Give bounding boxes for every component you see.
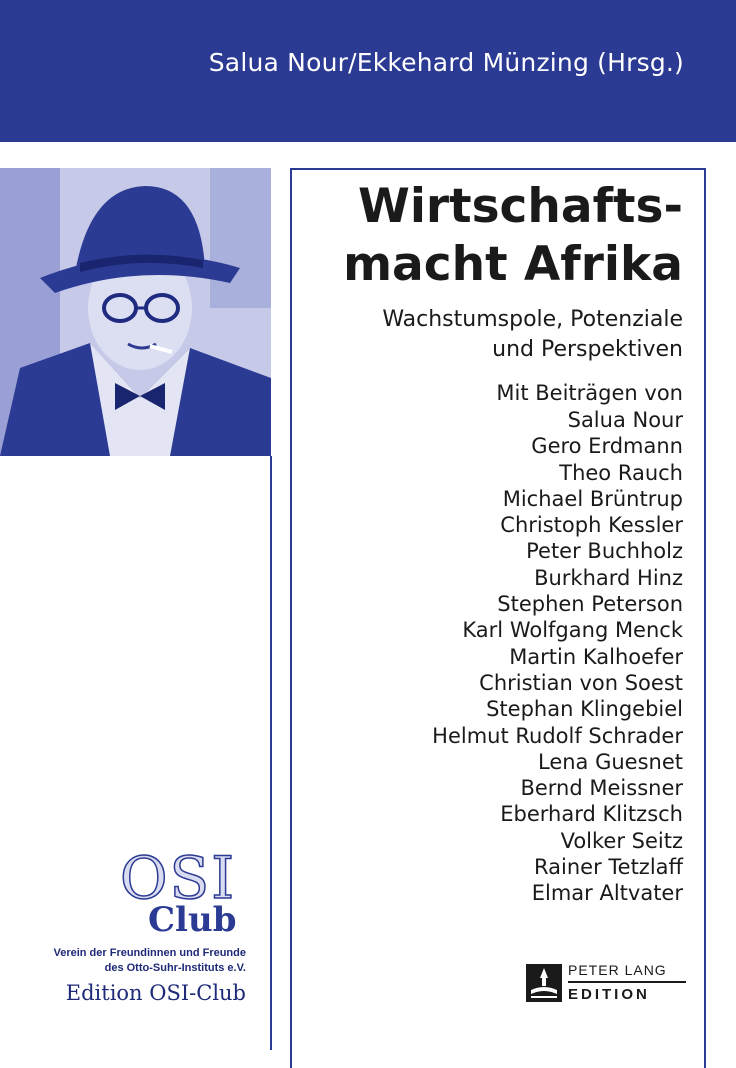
contributor: Gero Erdmann — [531, 434, 683, 459]
publisher-name: PETER LANG — [568, 962, 667, 978]
editors-line: Salua Nour/Ekkehard Münzing (Hrsg.) — [208, 48, 684, 77]
association-line-1: Verein der Freundinnen und Freunde — [53, 947, 246, 959]
subtitle-line-1: Wachstumspole, Potenziale — [382, 307, 683, 332]
contributors-list — [432, 407, 683, 907]
contributor: Stephan Klingebiel — [486, 697, 683, 722]
contributor: Rainer Tetzlaff — [534, 855, 683, 880]
series-name: Edition OSI-Club — [65, 981, 246, 1005]
contributor: Burkhard Hinz — [534, 565, 683, 590]
osi-logo-club-word: Club — [148, 900, 237, 940]
contributor: Lena Guesnet — [537, 749, 683, 774]
title-line-1: Wirtschafts- — [357, 179, 683, 234]
title-line-2: macht Afrika — [343, 237, 683, 292]
contributor: Peter Buchholz — [526, 539, 683, 564]
publisher-edition: EDITION — [568, 986, 650, 1003]
contributor: Bernd Meissner — [520, 776, 683, 801]
book-title — [343, 178, 683, 294]
contributor: Eberhard Klitzsch — [500, 802, 683, 827]
author-portrait — [0, 168, 271, 456]
contributors-intro: Mit Beiträgen von — [496, 381, 683, 405]
association-line-2: des Otto-Suhr-Instituts e.V. — [104, 962, 246, 974]
contributor: Stephen Peterson — [497, 592, 683, 617]
left-divider-line — [270, 456, 272, 1050]
contributor: Volker Seitz — [560, 828, 683, 853]
contributor: Theo Rauch — [559, 460, 683, 485]
subtitle-line-2: und Perspektiven — [492, 337, 683, 362]
publisher-logo — [526, 962, 686, 1012]
header-band — [0, 0, 736, 142]
contributor: Michael Brüntrup — [502, 486, 683, 511]
osi-logo-letters: OSI — [120, 844, 237, 912]
book-subtitle — [382, 305, 683, 365]
portrait-image — [0, 168, 271, 456]
contributor: Elmar Altvater — [531, 881, 683, 906]
contributor: Karl Wolfgang Menck — [462, 618, 683, 643]
contributor: Helmut Rudolf Schrader — [432, 723, 683, 748]
publisher-mark-icon — [526, 964, 562, 1002]
contributor: Salua Nour — [567, 408, 683, 432]
osi-club-logo — [118, 844, 258, 943]
contributor: Christoph Kessler — [500, 513, 683, 538]
publisher-rule — [568, 981, 686, 983]
contributor: Christian von Soest — [479, 670, 683, 695]
contributor: Martin Kalhoefer — [509, 644, 683, 669]
association-name — [53, 946, 246, 976]
